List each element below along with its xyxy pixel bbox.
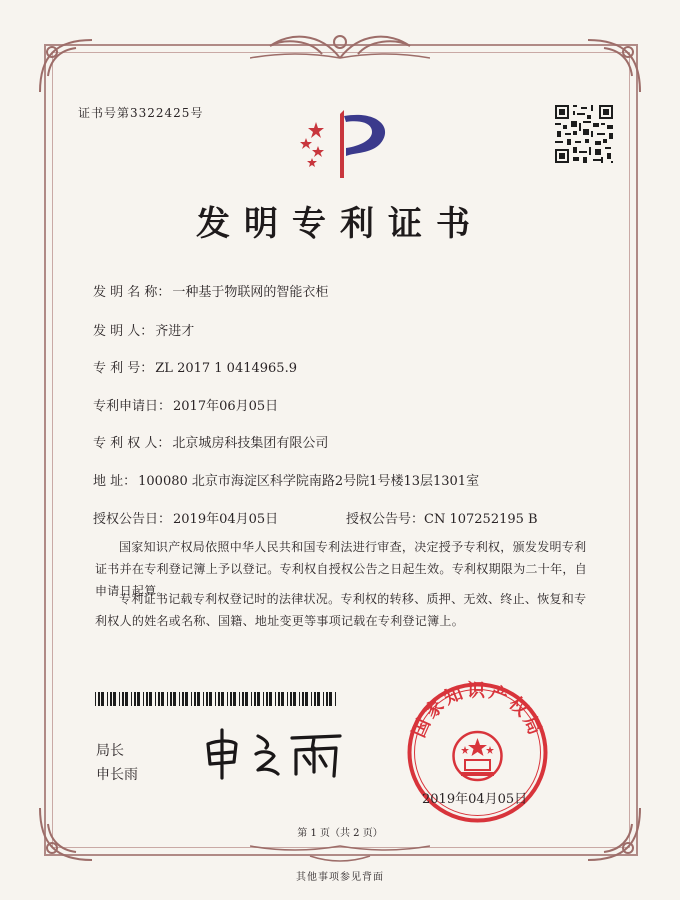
barcode-bar — [311, 692, 312, 706]
barcode-bar — [335, 692, 336, 706]
barcode-bar — [287, 692, 288, 706]
corner-ornament-top-left — [36, 36, 96, 96]
certificate-number: 证书号第3322425号 — [78, 106, 204, 120]
barcode-bar — [158, 692, 160, 706]
barcode-bar — [143, 692, 144, 706]
barcode-bar — [314, 692, 316, 706]
barcode-bar — [173, 692, 176, 706]
row-patent-no — [93, 357, 297, 376]
barcode-bar — [221, 692, 224, 706]
certificate-title: 发明专利证书 — [196, 204, 484, 244]
barcode-bar — [302, 692, 304, 706]
inventor-value: 齐进才 — [155, 324, 195, 339]
barcode-bar — [137, 692, 140, 706]
barcode-bar — [233, 692, 236, 706]
barcode-bar — [185, 692, 188, 706]
qr-code-icon — [553, 103, 615, 165]
barcode-bar — [161, 692, 164, 706]
barcode-bar — [203, 692, 204, 706]
inventor-label: 发 明 人： — [93, 324, 154, 339]
barcode-bar — [263, 692, 264, 706]
barcode-bar — [125, 692, 128, 706]
barcode-bar — [149, 692, 152, 706]
barcode-bar — [305, 692, 308, 706]
cnipa-logo-icon — [296, 104, 396, 184]
grant-date-label: 授权公告日： — [93, 512, 172, 527]
barcode-bar — [227, 692, 228, 706]
barcode-bar — [107, 692, 108, 706]
barcode-bar — [269, 692, 272, 706]
grant-no-value: CN 107252195 B — [424, 512, 538, 527]
barcode-bar — [254, 692, 256, 706]
invention-name-label: 发 明 名 称： — [93, 285, 171, 300]
svg-text:国家知识产权局: 国家知识产权局 — [408, 680, 547, 741]
barcode-bar — [230, 692, 232, 706]
barcode-bar — [251, 692, 252, 706]
barcode-icon — [95, 692, 340, 706]
barcode-bar — [95, 692, 96, 706]
barcode-bar — [98, 692, 100, 706]
issue-date: 2019年04月05日 — [422, 792, 528, 807]
patent-no-value: ZL 2017 1 0414965.9 — [155, 361, 297, 376]
barcode-bar — [113, 692, 116, 706]
barcode-bar — [182, 692, 184, 706]
address-value: 100080 北京市海淀区科学院南路2号院1号楼13层1301室 — [138, 474, 480, 489]
barcode-bar — [209, 692, 212, 706]
barcode-bar — [239, 692, 240, 706]
barcode-bar — [293, 692, 296, 706]
signature-icon — [200, 722, 350, 782]
patentee-label: 专 利 权 人： — [93, 436, 171, 451]
barcode-bar — [101, 692, 104, 706]
barcode-bar — [242, 692, 244, 706]
barcode-bar — [197, 692, 200, 706]
barcode-bar — [191, 692, 192, 706]
corner-ornament-top-right — [584, 36, 644, 96]
row-inventor — [93, 320, 194, 339]
barcode-bar — [119, 692, 120, 706]
body-paragraph-2: 专利证书记载专利权登记时的法律状况。专利权的转移、质押、无效、终止、恢复和专利权人的姓名或名称、国籍、地址变更等事项记载在专利登记簿上。 — [95, 592, 587, 628]
barcode-bar — [317, 692, 320, 706]
director-title: 局长 — [96, 743, 124, 759]
barcode-bar — [170, 692, 172, 706]
barcode-bar — [134, 692, 136, 706]
director-name: 申长雨 — [96, 767, 138, 783]
row-grant-date — [93, 508, 278, 527]
barcode-bar — [290, 692, 292, 706]
barcode-bar — [281, 692, 284, 706]
page-number: 第 1 页（共 2 页） — [297, 828, 383, 839]
barcode-bar — [110, 692, 112, 706]
barcode-bar — [299, 692, 300, 706]
row-invention-name — [93, 281, 328, 300]
filing-date-value: 2017年06月05日 — [173, 399, 279, 414]
barcode-bar — [179, 692, 180, 706]
barcode-bar — [167, 692, 168, 706]
barcode-bar — [278, 692, 280, 706]
patent-no-label: 专 利 号： — [93, 361, 154, 376]
barcode-bar — [323, 692, 324, 706]
barcode-bar — [257, 692, 260, 706]
grant-no-label: 授权公告号： — [346, 512, 425, 527]
row-grant-no — [346, 508, 538, 527]
footer-note: 其他事项参见背面 — [296, 872, 384, 883]
barcode-bar — [218, 692, 220, 706]
bottom-ornament — [250, 840, 430, 864]
barcode-bar — [146, 692, 148, 706]
barcode-bar — [122, 692, 124, 706]
barcode-bar — [194, 692, 196, 706]
barcode-bar — [215, 692, 216, 706]
filing-date-label: 专利申请日： — [93, 399, 172, 414]
barcode-bar — [131, 692, 132, 706]
barcode-bar — [266, 692, 268, 706]
top-ornament — [250, 28, 430, 62]
row-patentee — [93, 432, 328, 451]
barcode-bar — [245, 692, 248, 706]
row-address — [93, 470, 479, 489]
barcode-bar — [326, 692, 328, 706]
body-paragraph-1: 国家知识产权局依照中华人民共和国专利法进行审查，决定授予专利权，颁发发明专利证书并在专利登记簿上予以登记。专利权自授权公告之日起生效。专利权期限为二十年，自申请日起算。 — [95, 540, 588, 598]
invention-name-value: 一种基于物联网的智能衣柜 — [172, 285, 329, 300]
barcode-bar — [329, 692, 332, 706]
address-label: 地 址： — [93, 474, 137, 489]
row-filing-date — [93, 395, 278, 414]
barcode-bar — [206, 692, 208, 706]
patentee-value: 北京城房科技集团有限公司 — [172, 436, 329, 451]
grant-date-value: 2019年04月05日 — [173, 512, 279, 527]
barcode-bar — [275, 692, 276, 706]
barcode-bar — [155, 692, 156, 706]
